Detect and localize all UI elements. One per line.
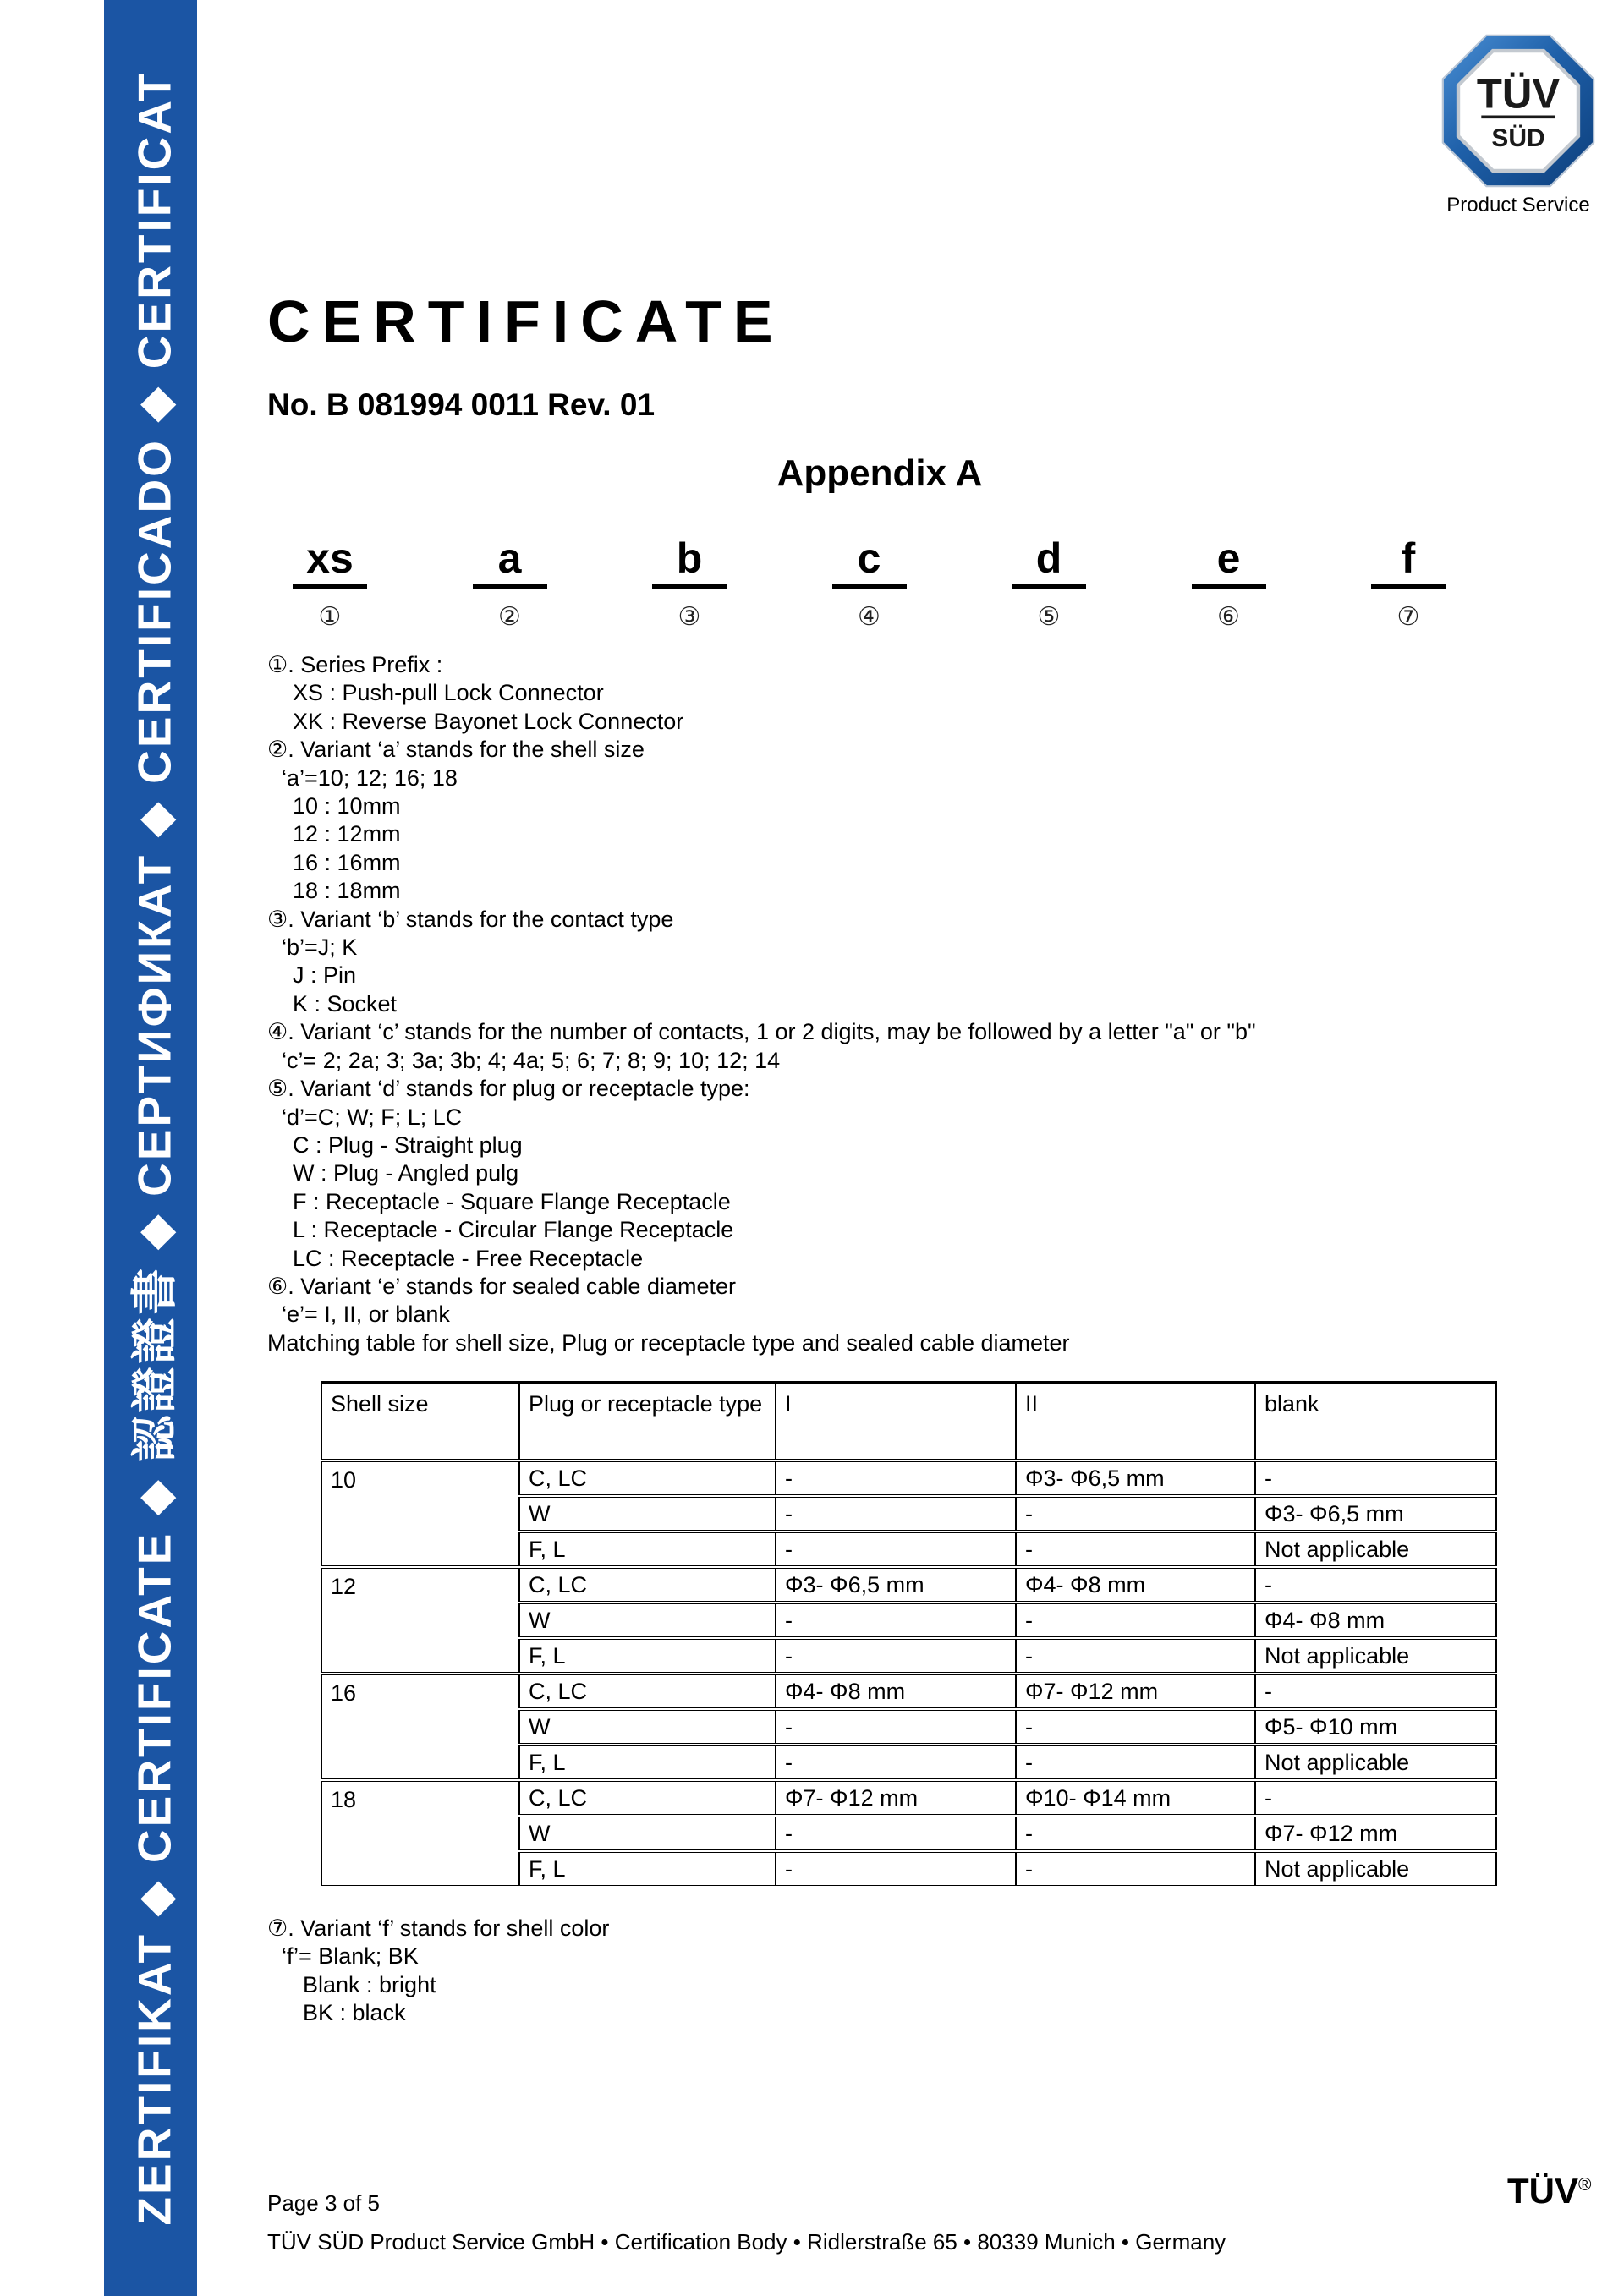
section7-line: BK : black xyxy=(303,2000,406,2026)
table-cell: C, LC xyxy=(519,1460,776,1496)
table-header-1: Plug or receptacle type xyxy=(519,1383,776,1460)
table-cell: - xyxy=(1016,1816,1255,1851)
table-cell: C, LC xyxy=(519,1780,776,1816)
table-cell: Φ3- Φ6,5 mm xyxy=(1016,1460,1255,1496)
table-cell: Not applicable xyxy=(1255,1745,1496,1780)
body-line: W : Plug - Angled pulg xyxy=(293,1160,519,1186)
table-row xyxy=(321,1674,1496,1709)
table-cell: - xyxy=(1016,1638,1255,1674)
diagram-marker-1: ① xyxy=(318,603,342,631)
table-cell: C, LC xyxy=(519,1567,776,1603)
company-address-line: TÜV SÜD Product Service GmbH • Certification Body • Ridlerstraße 65 • 80339 Munich • Germany xyxy=(267,2229,1226,2255)
diagram-code-xs xyxy=(279,534,381,589)
shell-size-cell: 12 xyxy=(321,1567,519,1674)
certificate-language-banner xyxy=(104,0,197,2296)
table-cell: Φ4- Φ8 mm xyxy=(776,1674,1016,1709)
table-cell: W xyxy=(519,1496,776,1532)
table-row xyxy=(321,1567,1496,1603)
table-cell: - xyxy=(776,1816,1016,1851)
certificate-title: CERTIFICATE xyxy=(267,288,785,354)
tuv-wordmark xyxy=(1507,2173,1591,2209)
logo-sud-text: SÜD xyxy=(1491,123,1545,152)
table-cell: F, L xyxy=(519,1745,776,1780)
table-cell: Φ5- Φ10 mm xyxy=(1255,1709,1496,1745)
table-cell: Φ4- Φ8 mm xyxy=(1016,1567,1255,1603)
table-header-0: Shell size xyxy=(321,1383,519,1460)
table-cell: Not applicable xyxy=(1255,1532,1496,1567)
tuv-sud-octagon-icon xyxy=(1441,34,1595,188)
body-line: ‘a’=10; 12; 16; 18 xyxy=(282,764,458,791)
table-cell: - xyxy=(1255,1780,1496,1816)
table-cell: - xyxy=(776,1745,1016,1780)
table-row xyxy=(321,1780,1496,1816)
table-cell: Not applicable xyxy=(1255,1851,1496,1887)
page-indicator: Page 3 of 5 xyxy=(267,2190,380,2216)
body-line: C : Plug - Straight plug xyxy=(293,1132,523,1158)
table-cell: - xyxy=(1016,1532,1255,1567)
tuv-sud-logo xyxy=(1438,34,1599,217)
body-line: ‘e’= I, II, or blank xyxy=(282,1301,450,1328)
table-cell: - xyxy=(1016,1496,1255,1532)
body-line: XS : Push-pull Lock Connector xyxy=(293,680,604,706)
body-line: 18 : 18mm xyxy=(293,878,401,904)
banner-vertical-text: ZERTIFIKAT ◆ CERTIFICATE ◆ 認證證書 ◆ СЕРТИФИКАТ ◆ CERTIFICADO ◆ CERTIFICAT xyxy=(128,70,181,2226)
table-row xyxy=(321,1460,1496,1496)
table-cell: - xyxy=(776,1603,1016,1638)
table-cell: - xyxy=(1255,1460,1496,1496)
body-line: L : Receptacle - Circular Flange Receptacle xyxy=(293,1217,734,1243)
body-line: LC : Receptacle - Free Receptacle xyxy=(293,1245,644,1271)
diagram-code-f xyxy=(1358,534,1459,589)
variant-description-list xyxy=(267,651,1256,1357)
diagram-markers-row xyxy=(279,602,1459,632)
shell-size-cell: 16 xyxy=(321,1674,519,1780)
shell-size-cell: 18 xyxy=(321,1780,519,1887)
body-line: ‘d’=C; W; F; L; LC xyxy=(282,1104,463,1130)
table-cell: - xyxy=(1016,1603,1255,1638)
diagram-code-b xyxy=(639,534,740,589)
diagram-marker-2: ② xyxy=(498,603,521,631)
appendix-title: Appendix A xyxy=(776,452,983,494)
diagram-marker-3: ③ xyxy=(678,603,701,631)
table-cell: W xyxy=(519,1709,776,1745)
table-cell: W xyxy=(519,1603,776,1638)
section7-line: Blank : bright xyxy=(303,1971,436,1997)
body-line: 12 : 12mm xyxy=(293,821,401,847)
section7-line: ‘f’= Blank; BK xyxy=(282,1943,419,1970)
body-line: XK : Reverse Bayonet Lock Connector xyxy=(293,708,684,734)
variant-f-section xyxy=(267,1915,609,2028)
table-cell: F, L xyxy=(519,1638,776,1674)
logo-tuv-text: TÜV xyxy=(1476,71,1561,118)
body-line: ⑥. Variant ‘e’ stands for sealed cable diameter xyxy=(267,1273,736,1299)
body-line: ④. Variant ‘c’ stands for the number of contacts, 1 or 2 digits, may be followed by a letter "a" or "b" xyxy=(267,1019,1256,1045)
table-cell: Φ7- Φ12 mm xyxy=(776,1780,1016,1816)
table-cell: - xyxy=(1016,1745,1255,1780)
registered-trademark-icon: ® xyxy=(1578,2175,1592,2195)
body-line: ‘b’=J; K xyxy=(282,934,358,961)
diagram-code-label: xs xyxy=(293,540,367,589)
table-cell: Φ3- Φ6,5 mm xyxy=(1255,1496,1496,1532)
body-line: ②. Variant ‘a’ stands for the shell size xyxy=(267,737,645,763)
table-cell: F, L xyxy=(519,1532,776,1567)
certificate-number: No. B 081994 0011 Rev. 01 xyxy=(267,387,656,422)
code-structure-diagram xyxy=(279,534,1459,632)
body-line: K : Socket xyxy=(293,990,398,1016)
diagram-marker-5: ⑤ xyxy=(1037,603,1061,631)
body-line: 16 : 16mm xyxy=(293,849,401,875)
table-cell: - xyxy=(776,1851,1016,1887)
diagram-marker-7: ⑦ xyxy=(1396,603,1420,631)
table-cell: F, L xyxy=(519,1851,776,1887)
table-cell: - xyxy=(1255,1567,1496,1603)
diagram-code-e xyxy=(1178,534,1280,589)
tuv-wordmark-text: TÜV xyxy=(1507,2171,1578,2211)
diagram-code-label: e xyxy=(1192,540,1266,589)
table-header-3: II xyxy=(1016,1383,1255,1460)
body-line: F : Receptacle - Square Flange Receptacle xyxy=(293,1188,731,1214)
body-line: ‘c’= 2; 2a; 3; 3a; 3b; 4; 4a; 5; 6; 7; 8; 9; 10; 12; 14 xyxy=(282,1047,781,1073)
logo-caption: Product Service xyxy=(1446,194,1590,216)
body-line: ①. Series Prefix : xyxy=(267,652,443,677)
table-cell: Φ7- Φ12 mm xyxy=(1255,1816,1496,1851)
diagram-code-label: a xyxy=(473,540,547,589)
diagram-code-d xyxy=(998,534,1100,589)
shell-size-cell: 10 xyxy=(321,1460,519,1567)
table-cell: - xyxy=(1016,1851,1255,1887)
section7-line: ⑦. Variant ‘f’ stands for shell color xyxy=(267,1915,610,1941)
table-cell: - xyxy=(776,1460,1016,1496)
table-cell: - xyxy=(776,1638,1016,1674)
diagram-code-label: b xyxy=(652,540,727,589)
body-line: J : Pin xyxy=(293,962,357,989)
table-cell: Φ4- Φ8 mm xyxy=(1255,1603,1496,1638)
diagram-letters-row xyxy=(279,534,1459,589)
table-cell: - xyxy=(776,1532,1016,1567)
table-cell: - xyxy=(1016,1709,1255,1745)
table-cell: W xyxy=(519,1816,776,1851)
diagram-marker-6: ⑥ xyxy=(1217,603,1240,631)
matching-table-header-row xyxy=(321,1383,1496,1460)
diagram-code-a xyxy=(459,534,561,589)
table-cell: C, LC xyxy=(519,1674,776,1709)
diagram-code-c xyxy=(819,534,920,589)
table-header-2: I xyxy=(776,1383,1016,1460)
table-cell: - xyxy=(776,1496,1016,1532)
diagram-code-label: d xyxy=(1012,540,1086,589)
table-cell: Φ3- Φ6,5 mm xyxy=(776,1567,1016,1603)
table-cell: - xyxy=(1255,1674,1496,1709)
body-line: ③. Variant ‘b’ stands for the contact type xyxy=(267,906,674,932)
table-cell: - xyxy=(776,1709,1016,1745)
diagram-code-label: f xyxy=(1371,540,1446,589)
table-header-4: blank xyxy=(1255,1383,1496,1460)
body-line: Matching table for shell size, Plug or receptacle type and sealed cable diameter xyxy=(267,1329,1070,1356)
table-cell: Not applicable xyxy=(1255,1638,1496,1674)
body-line: 10 : 10mm xyxy=(293,793,401,819)
body-line: ⑤. Variant ‘d’ stands for plug or receptacle type: xyxy=(267,1076,750,1102)
diagram-marker-4: ④ xyxy=(858,603,881,631)
table-cell: Φ10- Φ14 mm xyxy=(1016,1780,1255,1816)
diagram-code-label: c xyxy=(832,540,907,589)
table-cell: Φ7- Φ12 mm xyxy=(1016,1674,1255,1709)
matching-table xyxy=(321,1381,1497,1888)
